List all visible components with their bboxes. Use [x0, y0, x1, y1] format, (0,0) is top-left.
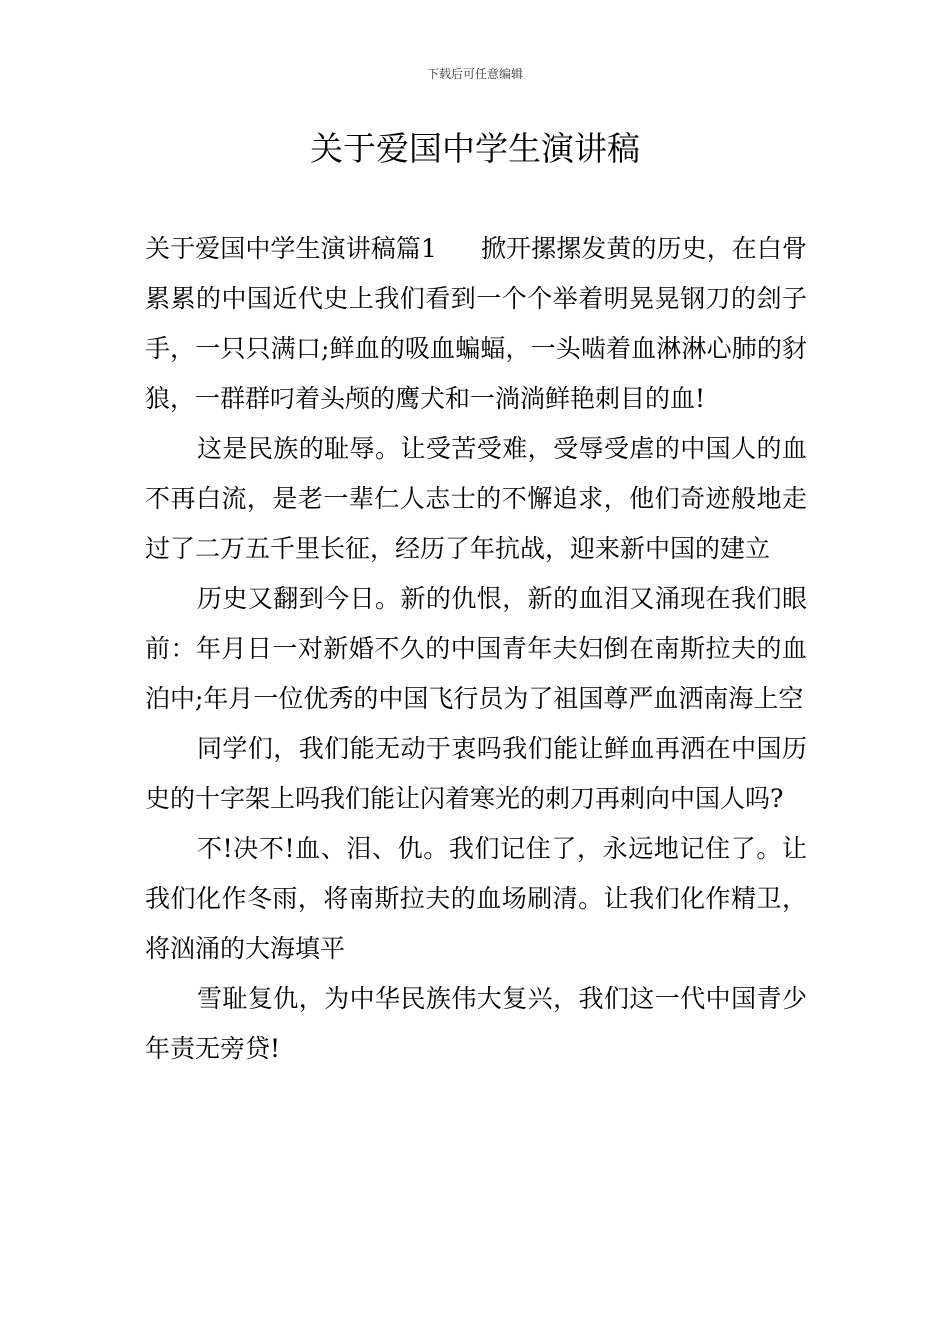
lead-label: 关于爱国中学生演讲稿篇1 — [145, 234, 437, 263]
paragraph-3: 历史又翻到今日。新的仇恨，新的血泪又涌现在我们眼前：年月日一对新婚不久的中国青年夫妇倒在南斯拉夫的血泊中;年月一位优秀的中国飞行员为了祖国尊严血洒南海上空 — [145, 584, 807, 713]
paragraph-1-text: 掀开摞摞发黄的历史，在白骨累累的中国近代史上我们看到一个个举着明晃晃钢刀的刽子手，一只只满口;鲜血的吸血蝙蝠，一头啮着血淋淋心肺的豺狼，一群群叼着头颅的鹰犬和一淌淌鲜艳刺目的血! — [145, 234, 807, 413]
paragraph-4: 同学们，我们能无动于衷吗我们能让鲜血再洒在中国历史的十字架上吗我们能让闪着寒光的刺刀再刺向中国人吗? — [145, 734, 807, 813]
paragraph-2: 这是民族的耻辱。让受苦受难，受辱受虐的中国人的血不再白流，是老一辈仁人志士的不懈追求，他们奇迹般地走过了二万五千里长征，经历了年抗战，迎来新中国的建立 — [145, 434, 807, 563]
document-body — [145, 224, 807, 1074]
paragraph-1 — [145, 224, 807, 424]
paragraph-6: 雪耻复仇，为中华民族伟大复兴，我们这一代中国青少年责无旁贷! — [145, 984, 807, 1063]
document-title: 关于爱国中学生演讲稿 — [310, 129, 640, 168]
download-note: 下载后可任意编辑 — [426, 67, 523, 81]
paragraph-5: 不!决不!血、泪、仇。我们记住了，永远地记住了。让我们化作冬雨，将南斯拉夫的血场刷清。让我们化作精卫，将汹涌的大海填平 — [145, 834, 807, 963]
